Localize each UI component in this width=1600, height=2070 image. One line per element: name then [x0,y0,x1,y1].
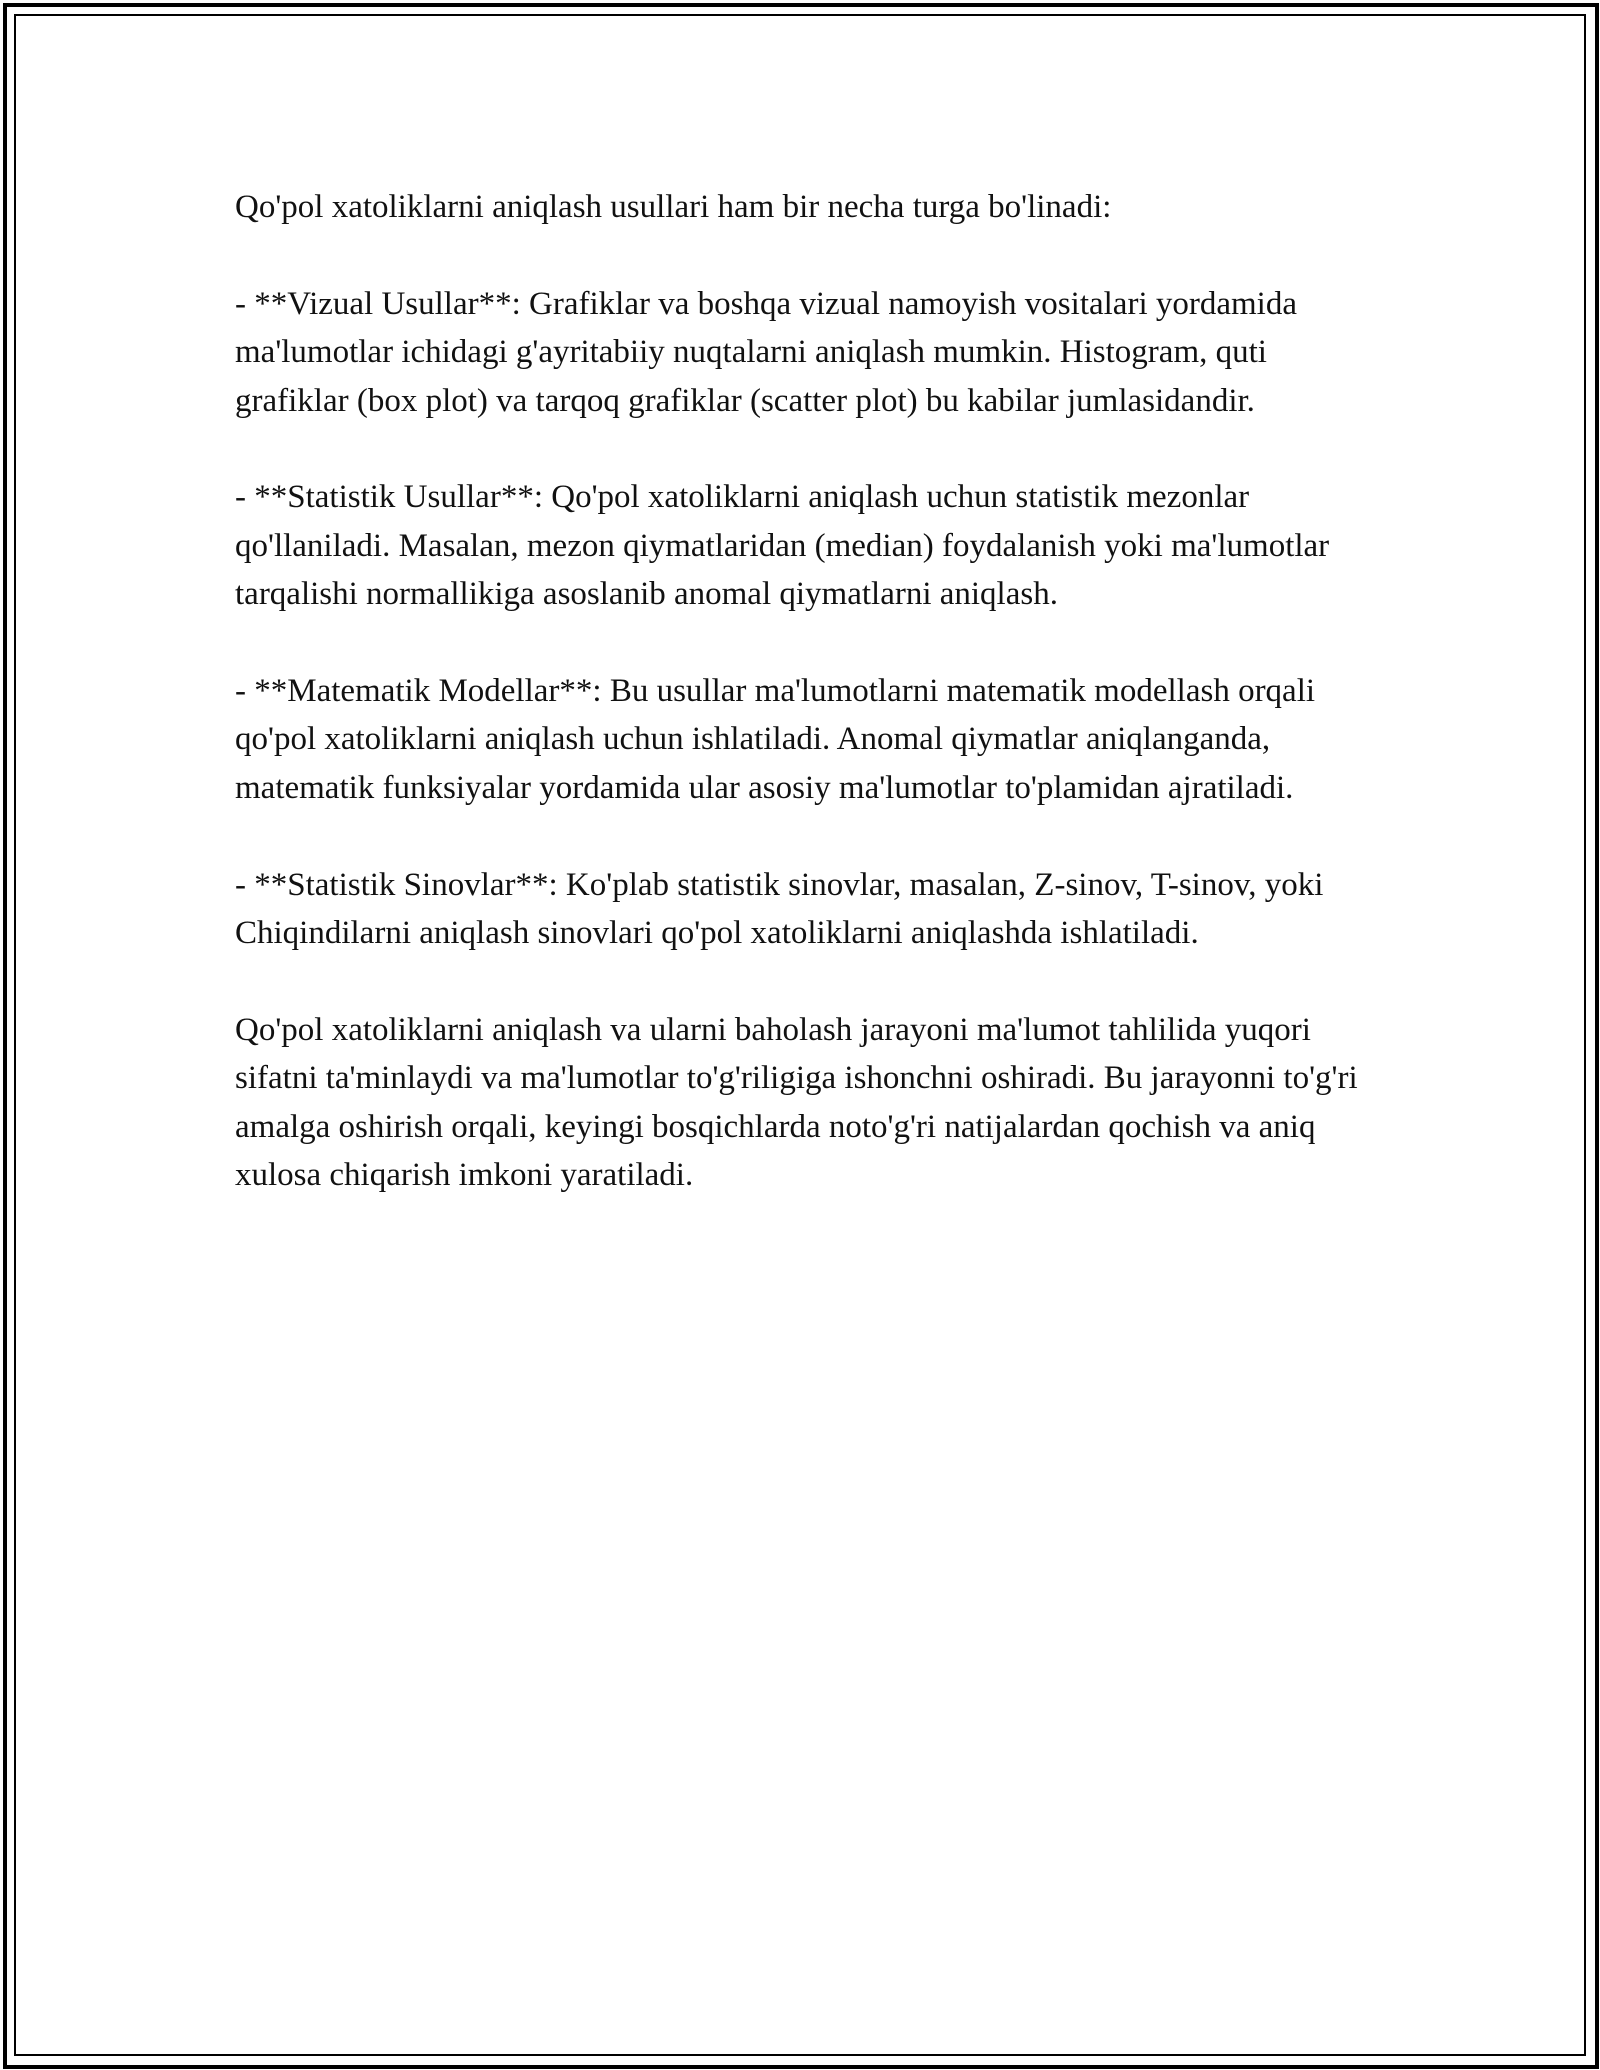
statistical-methods-paragraph: - **Statistik Usullar**: Qo'pol xatoliklarni aniqlash uchun statistik mezonlar qo'llaniladi. Masalan, mezon qiymatlaridan (median) foydalanish yoki ma'lumotlar tarqalishi normallikiga asoslanib anomal qiymatlarni aniqlash. [235,479,1330,613]
conclusion-paragraph: Qo'pol xatoliklarni aniqlash va ularni baholash jarayoni ma'lumot tahlilida yuqori sifatni ta'minlaydi va ma'lumotlar to'g'riligiga ishonchni oshiradi. Bu jarayonni to'g'ri amalga oshirish orqali, keyingi bosqichlarda noto'g'ri natijalardan qochish va aniq xulosa chiqarish imkoni yaratiladi. [235,1011,1358,1194]
intro-paragraph: Qo'pol xatoliklarni aniqlash usullari ham bir necha turga bo'linadi: [235,189,1112,225]
document-body [235,183,1375,1248]
mathematical-models-paragraph: - **Matematik Modellar**: Bu usullar ma'lumotlarni matematik modellash orqali qo'pol xatoliklarni aniqlash uchun ishlatiladi. Anomal qiymatlar aniqlanganda, matematik funksiyalar yordamida ular asosiy ma'lumotlar to'plamidan ajratiladi. [235,673,1316,806]
statistical-tests-paragraph: - **Statistik Sinovlar**: Ko'plab statistik sinovlar, masalan, Z-sinov, T-sinov, yoki Chiqindilarni aniqlash sinovlari qo'pol xatoliklarni aniqlashda ishlatiladi. [235,866,1324,952]
visual-methods-paragraph: - **Vizual Usullar**: Grafiklar va boshqa vizual namoyish vositalari yordamida ma'lumotlar ichidagi g'ayritabiiy nuqtalarni aniqlash mumkin. Histogram, quti grafiklar (box plot) va tarqoq grafiklar (scatter plot) bu kabilar jumlasidandir. [235,285,1297,419]
